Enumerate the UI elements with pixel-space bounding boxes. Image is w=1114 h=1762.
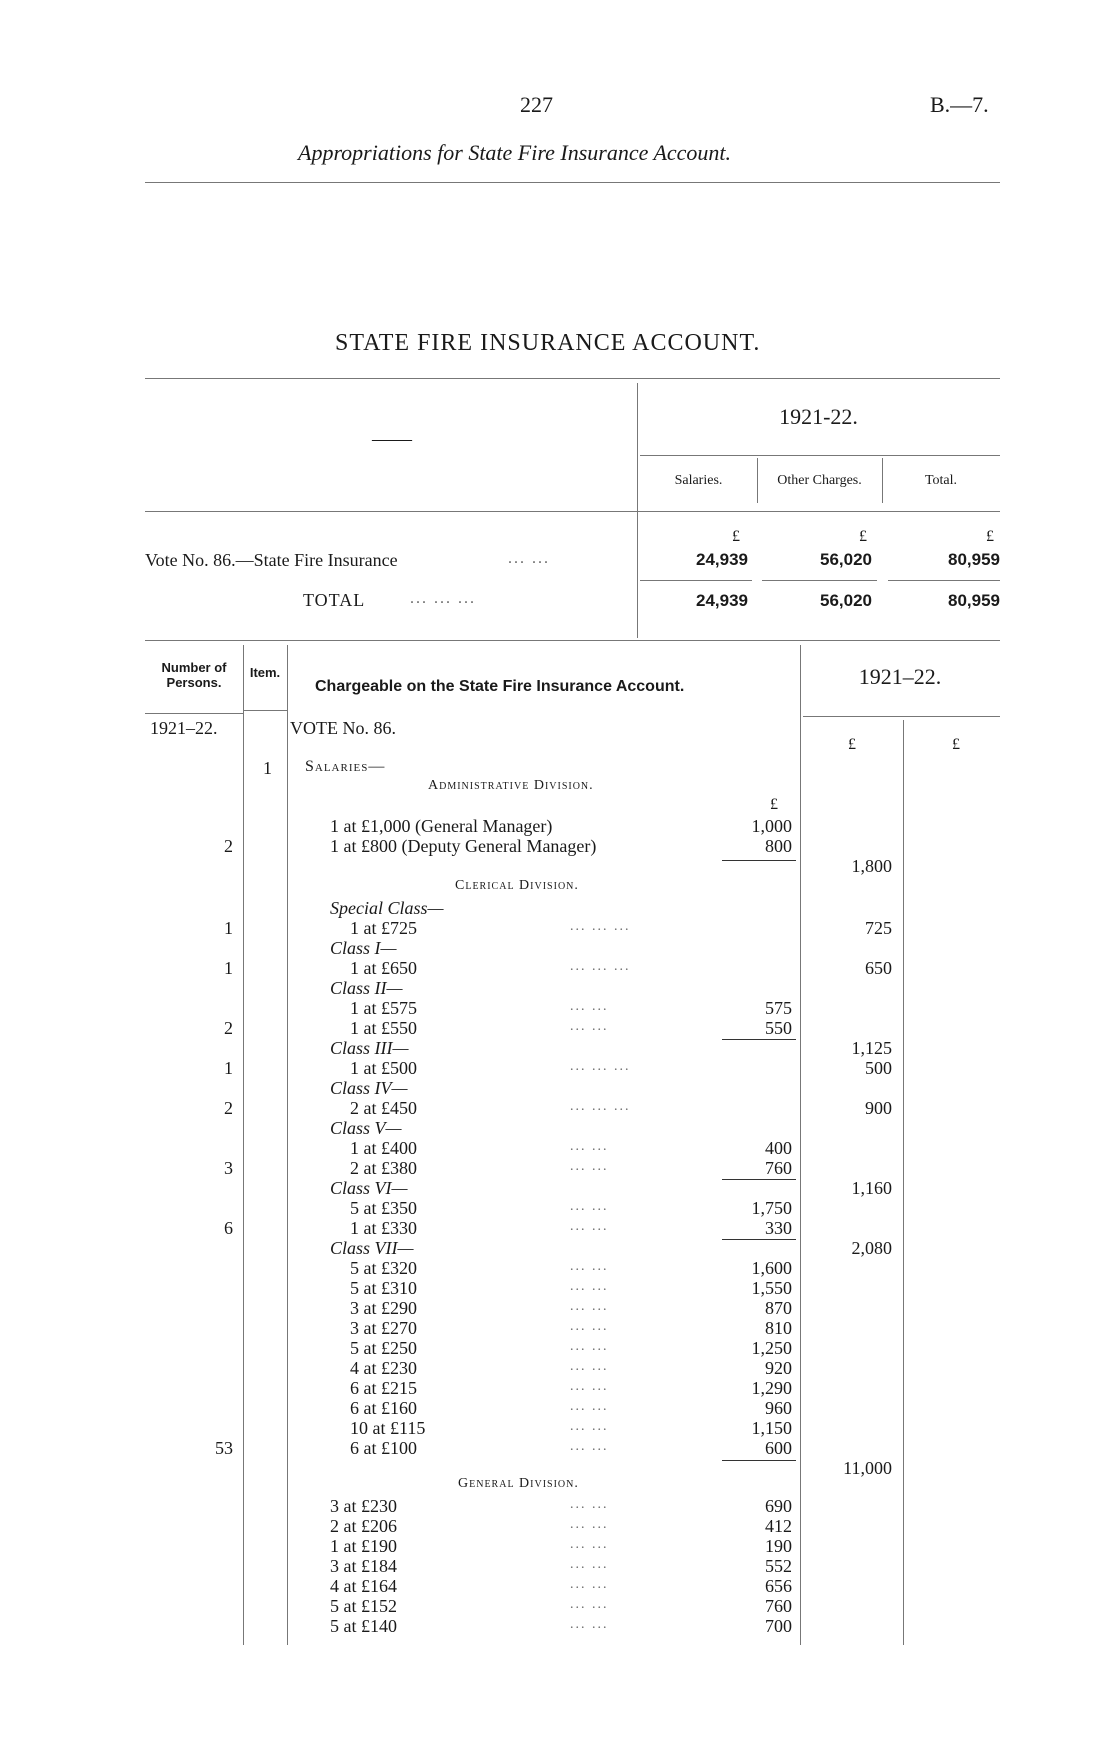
class-total: 650 [865,958,892,978]
subtotal-rule [722,1460,796,1461]
line-amount: 810 [765,1318,792,1338]
subtotal-rule [722,1179,796,1180]
leader-dots: ... ... [570,1399,609,1414]
vote-total: 80,959 [948,550,1000,569]
persons-count: 2 [224,836,233,856]
row-label: 10 at £115 [350,1418,426,1438]
leader-dots: ... ... [570,1419,609,1434]
summary-top-rule [145,378,1000,379]
line-amount: 190 [765,1536,792,1556]
persons-year: 1921–22. [150,718,218,738]
line-amount: 330 [765,1218,792,1238]
class-total: 1,125 [851,1038,892,1058]
line-amount: 412 [765,1516,792,1536]
line-amount: 1,290 [751,1378,792,1398]
total-label: TOTAL [303,590,366,610]
line-amount: 960 [765,1398,792,1418]
row-label: 6 at £100 [350,1438,417,1458]
leader-dots: ... ... [570,1617,609,1632]
line-amount: 656 [765,1576,792,1596]
line-amount: 1,150 [751,1418,792,1438]
class-heading: Class II— [330,978,403,998]
leader-dots: ... ... ... [570,919,631,934]
class-heading: Special Class— [330,898,444,918]
subtotal-rule [722,1239,796,1240]
leader-dots: ... ... [570,1517,609,1532]
row-label: 2 at £450 [350,1098,417,1118]
row-label: 5 at £320 [350,1258,417,1278]
currency-col-2: £ [952,736,960,753]
line-amount: 800 [765,836,792,856]
subtotal-rule [722,860,796,861]
row-label: 3 at £270 [350,1318,417,1338]
line-amount: 400 [765,1138,792,1158]
persons-count: 1 [224,1058,233,1078]
row-label: 3 at £290 [350,1298,417,1318]
leader-dots: ... ... [570,1359,609,1374]
row-label: 1 at £725 [350,918,417,938]
summary-col-salaries: Salaries. [674,473,723,488]
line-amount: 1,550 [751,1278,792,1298]
row-label: 3 at £230 [330,1496,397,1516]
summary-currency-other: £ [859,528,867,545]
line-amount: 920 [765,1358,792,1378]
total-other: 56,020 [820,591,872,610]
detail-col-div-persons [243,645,244,1645]
class-total: 1,160 [851,1178,892,1198]
summary-title: STATE FIRE INSURANCE ACCOUNT. [335,330,761,356]
detail-year-rule [803,716,1000,717]
leader-dots: ... ... [570,1299,609,1314]
class-total: 500 [865,1058,892,1078]
leader-dots: ... ... [570,1557,609,1572]
leader-dots: ... ... [570,1139,609,1154]
leader-dots: ... ... [570,1597,609,1612]
row-label: 1 at £650 [350,958,417,978]
row-label: 2 at £206 [330,1516,397,1536]
leader-dots: ... ... [570,1279,609,1294]
page-number: 227 [520,92,553,117]
line-amount: 1,600 [751,1258,792,1278]
line-amount: 1,250 [751,1338,792,1358]
item-number: 1 [263,758,272,778]
row-label: 4 at £230 [350,1358,417,1378]
leader-dots: ... ... [570,1159,609,1174]
detail-col-div-item [287,645,288,1645]
header-rule [145,182,1000,183]
row-label: 3 at £184 [330,1556,397,1576]
item-header-rule [243,710,287,711]
line-amount: 700 [765,1616,792,1636]
summary-col-total: Total. [924,473,958,488]
row-label: 1 at £800 (Deputy General Manager) [330,836,597,856]
row-label: 5 at £250 [350,1338,417,1358]
leader-dots: ... ... [570,1259,609,1274]
line-amount: 760 [765,1158,792,1178]
persons-count: 53 [215,1438,233,1458]
persons-count: 1 [224,958,233,978]
salaries-heading: Salaries— [305,758,386,775]
detail-col-year: 1921–22. [858,664,942,689]
line-amount: 870 [765,1298,792,1318]
persons-count: 1 [224,918,233,938]
row-label: 6 at £160 [350,1398,417,1418]
row-label: 5 at £152 [330,1596,397,1616]
row-label: 5 at £350 [350,1198,417,1218]
admin-heading: Administrative Division. [428,778,594,793]
summary-year-rule [640,455,1000,456]
currency-col-1: £ [848,736,856,753]
leader-dots: ... ... [570,1577,609,1592]
leader-dots: ... ... [570,1319,609,1334]
admin-currency: £ [770,796,778,813]
total-rule-2 [762,580,877,581]
leader-dots: ... ... [570,1537,609,1552]
class-total: 725 [865,918,892,938]
class-heading: Class VII— [330,1238,414,1258]
subtotal-rule [722,1039,796,1040]
row-label: 5 at £310 [350,1278,417,1298]
leader-dots: ... ... [570,1019,609,1034]
leader-dots: ... ... ... [570,959,631,974]
summary-year: 1921-22. [779,404,858,429]
row-label: 1 at £190 [330,1536,397,1556]
total-rule-3 [888,580,1000,581]
line-amount: 1,000 [751,816,792,836]
leader-dots: ... ... ... [570,1059,631,1074]
row-label: 1 at £1,000 (General Manager) [330,816,553,836]
row-label: 6 at £215 [350,1378,417,1398]
admin-subtotal: 1,800 [851,856,892,876]
row-label: 1 at £550 [350,1018,417,1038]
summary-currency-salaries: £ [732,528,740,545]
total-total: 80,959 [948,591,1000,610]
line-amount: 552 [765,1556,792,1576]
clerical-heading: Clerical Division. [455,878,579,893]
page-subtitle: Appropriations for State Fire Insurance Account. [298,140,732,165]
total-rule-1 [640,580,752,581]
class-heading: Class VI— [330,1178,408,1198]
detail-col-chargeable: Chargeable on the State Fire Insurance Account. [315,678,685,695]
vote-heading: VOTE No. 86. [290,718,396,738]
leader-dots: ... ... [570,999,609,1014]
class-total: 900 [865,1098,892,1118]
row-label: 1 at £500 [350,1058,417,1078]
line-amount: 690 [765,1496,792,1516]
leader-dots: ... ... [570,1439,609,1454]
vote-label: Vote No. 86.—State Fire Insurance [145,550,398,570]
line-amount: 575 [765,998,792,1018]
summary-col-other: Other Charges. [777,473,862,488]
class-total: 2,080 [851,1238,892,1258]
summary-bottom-rule [145,640,1000,641]
class-heading: Class V— [330,1118,402,1138]
row-label: 1 at £330 [350,1218,417,1238]
detail-col-div-totals [903,720,904,1645]
leader-dots: ... ... [570,1497,609,1512]
leader-dots: ... ... [570,1199,609,1214]
leader-dots: ... ... [570,1339,609,1354]
total-salaries: 24,939 [696,591,748,610]
persons-count: 6 [224,1218,233,1238]
vote-salaries: 24,939 [696,550,748,569]
line-amount: 1,750 [751,1198,792,1218]
document-reference: B.—7. [930,92,989,117]
summary-header-rule [145,511,1000,512]
vote-other: 56,020 [820,550,872,569]
row-label: 4 at £164 [330,1576,397,1596]
summary-currency-total: £ [986,528,994,545]
row-label: 5 at £140 [330,1616,397,1636]
persons-count: 2 [224,1018,233,1038]
line-amount: 760 [765,1596,792,1616]
leader-dots: ... ... ... [570,1099,631,1114]
detail-col-persons: Number of Persons. [161,660,227,690]
row-label: 2 at £380 [350,1158,417,1178]
detail-col-item: Item. [249,665,281,680]
leader-dots: ... ... [570,1379,609,1394]
leader-dots: ... ... [570,1219,609,1234]
total-leader: ... ... ... [410,590,476,607]
class-heading: Class IV— [330,1078,408,1098]
class-heading: Class I— [330,938,397,958]
line-amount: 550 [765,1018,792,1038]
row-label: 1 at £400 [350,1138,417,1158]
vote-leader: ... ... [508,550,550,567]
general-heading: General Division. [458,1476,579,1491]
summary-dash: —— [372,428,412,450]
detail-col-div-amounts [800,645,801,1645]
class-vii-total: 11,000 [843,1458,892,1478]
class-heading: Class III— [330,1038,409,1058]
persons-count: 3 [224,1158,233,1178]
line-amount: 600 [765,1438,792,1458]
persons-count: 2 [224,1098,233,1118]
persons-header-rule [145,713,243,714]
row-label: 1 at £575 [350,998,417,1018]
